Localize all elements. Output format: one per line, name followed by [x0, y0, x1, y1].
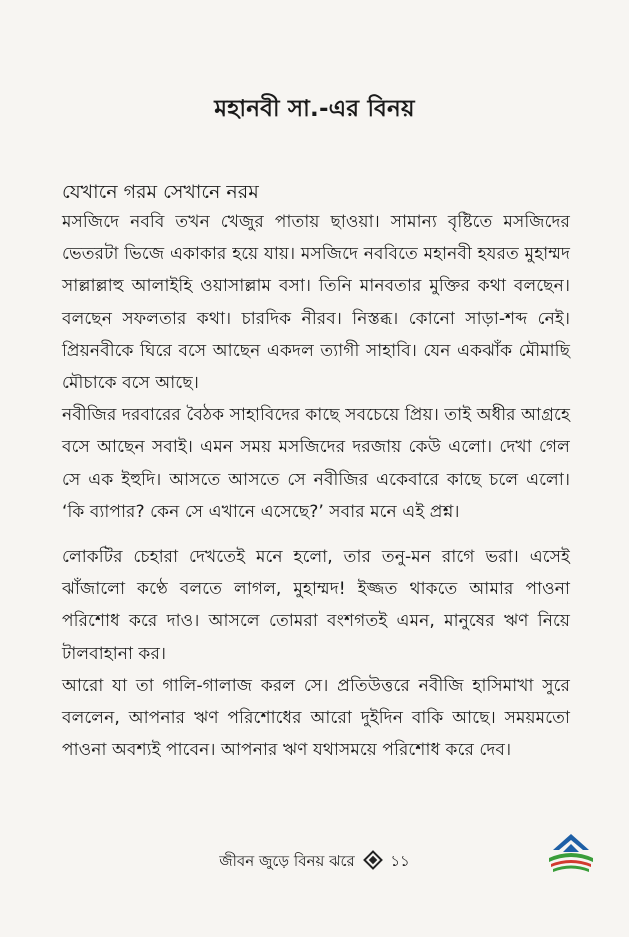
publisher-logo-icon	[545, 832, 597, 876]
page-title: মহানবী সা.-এর বিনয়	[214, 96, 415, 122]
page-footer	[0, 850, 629, 875]
section-heading: যেখানে গরম সেখানে নরম	[62, 181, 259, 203]
body-text	[62, 206, 570, 766]
page-number: ১১	[390, 852, 410, 870]
book-title: জীবন জুড়ে বিনয় ঝরে	[219, 852, 355, 870]
paragraph-3: লোকটির চেহারা দেখতেই মনে হলো, তার তনু-মন রাগে ভরা। এসেই ঝাঁজালো কণ্ঠে বলতে লাগল, মুহাম্মদ! ইজ্জত থাকতে আমার পাওনা পরিশোধ করে দাও। আসলে তোমরা বংশগতই এমন, মানুষের ঋণ নিয়ে টালবাহানা কর।	[62, 547, 570, 664]
paragraph-2: নবীজির দরবারের বৈঠক সাহাবিদের কাছে সবচেয়ে প্রিয়। তাই অধীর আগ্রহে বসে আছেন সবাই। এমন সময় মসজিদের দরজায় কেউ এলো। দেখা গেল সে এক ইহুদি। আসতে আসতে সে নবীজির একেবারে কাছে চলে এলো। ‘কি ব্যাপার? কেন সে এখানে এসেছে?’ সবার মনে এই প্রশ্ন।	[62, 405, 570, 522]
paragraph-1: মসজিদে নববি তখন খেজুর পাতায় ছাওয়া। সামান্য বৃষ্টিতে মসজিদের ভেতরটা ভিজে একাকার হয়ে যায়। মসজিদে নববিতে মহানবী হযরত মুহাম্মদ সাল্লাল্লাহু আলাইহি ওয়াসাল্লাম বসা। তিনি মানবতার মুক্তির কথা বলছেন। বলছেন সফলতার কথা। চারদিক নীরব। নিস্তব্ধ। কোনো সাড়া-শব্দ নেই। প্রিয়নবীকে ঘিরে বসে আছেন একদল ত্যাগী সাহাবি। যেন একঝাঁক মৌমাছি মৌচাকে বসে আছে।	[62, 212, 570, 394]
diamond-icon	[363, 850, 383, 870]
paragraph-4: আরো যা তা গালি-গালাজ করল সে। প্রতিউত্তরে নবীজি হাসিমাখা সুরে বললেন, আপনার ঋণ পরিশোধের আরো দুইদিন বাকি আছে। সময়মতো পাওনা অবশ্যই পাবেন। আপনার ঋণ যথাসময়ে পরিশোধ করে দেব।	[62, 675, 570, 761]
